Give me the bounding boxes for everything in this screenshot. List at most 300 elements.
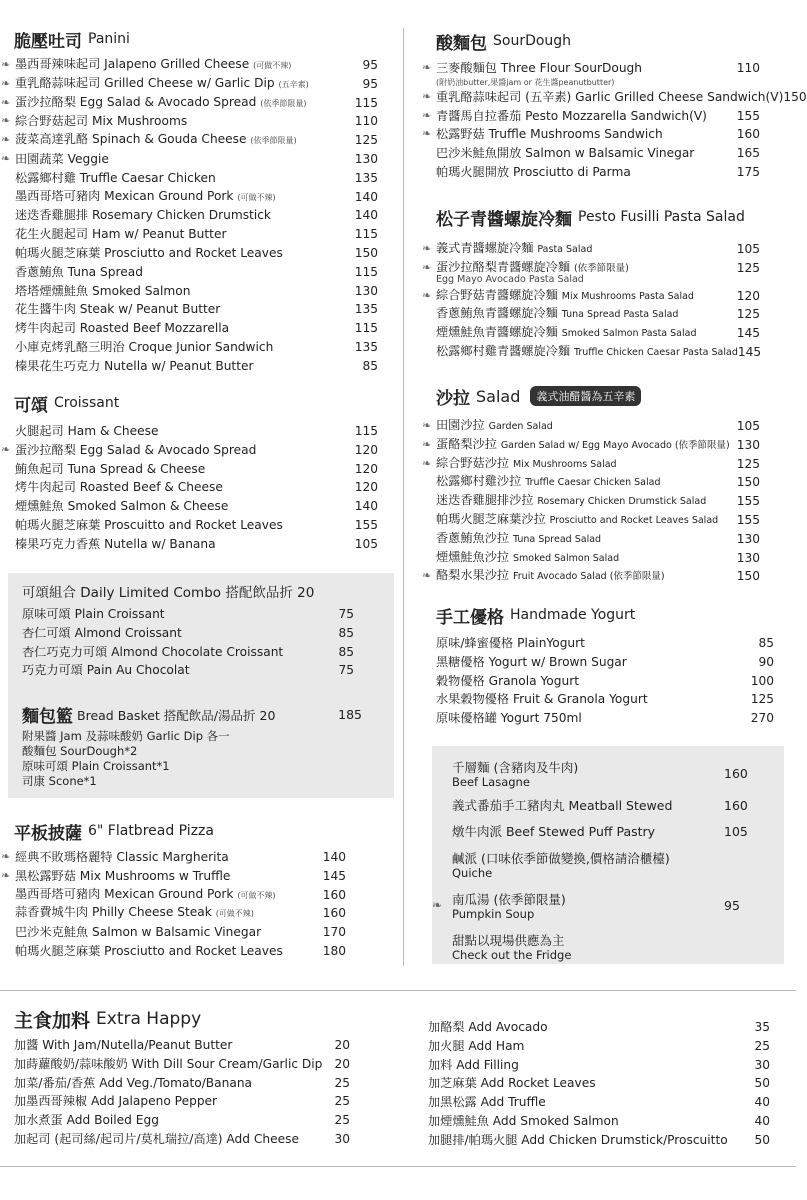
item-note: (可做不辣) — [215, 909, 254, 919]
item-english: Truffle Chicken Caesar Pasta Salad — [573, 346, 738, 358]
item-label: 帕瑪火腿芝麻葉 Prosciutto and Rocket Leaves — [15, 943, 283, 958]
menu-item — [436, 690, 774, 709]
item-name — [436, 258, 737, 279]
hot-item-name — [452, 822, 724, 840]
vegetarian-leaf-icon: ❧ — [1, 151, 11, 165]
menu-item — [428, 1037, 770, 1056]
menu-item — [1, 263, 378, 282]
item-label: 墨西哥塔可豬肉 Mexican Ground Pork — [15, 886, 234, 901]
item-name — [436, 491, 737, 512]
extra-left-list — [14, 1036, 350, 1149]
item-english: (依季節限量) — [573, 262, 629, 274]
item-label: 蛋沙拉酪梨 Egg Salad & Avocado Spread — [15, 442, 257, 457]
item-price: 145 — [737, 344, 762, 359]
item-name — [436, 144, 737, 163]
pizza-section — [1, 820, 359, 961]
menu-item — [422, 144, 760, 163]
item-note: (可做不辣) — [237, 192, 276, 202]
item-name: 加蒔蘿酸奶/蒜味酸奶 With Dill Sour Cream/Garlic Dip — [14, 1056, 323, 1071]
menu-item — [1, 497, 378, 516]
item-price: 85 — [338, 644, 354, 659]
item-price: 135 — [354, 170, 378, 185]
item-name — [15, 478, 355, 497]
vegetarian-leaf-icon: ❧ — [422, 242, 432, 255]
hot-item — [432, 926, 784, 966]
item-price: 50 — [754, 1076, 770, 1091]
hot-item-name — [452, 890, 724, 921]
hot-item — [432, 844, 784, 884]
item-label: 榛果巧克力香蕉 Nutella w/ Banana — [15, 536, 216, 551]
hot-item-note: (依季節限量) — [493, 891, 566, 907]
item-name — [436, 472, 737, 493]
sourdough-list — [422, 59, 807, 182]
item-label: 榛果花生巧克力 Nutella w/ Peanut Butter — [15, 358, 254, 373]
item-price: 30 — [334, 1131, 350, 1146]
item-price: 75 — [338, 663, 354, 678]
item-price: 140 — [322, 850, 346, 864]
vegetarian-leaf-icon: ❧ — [422, 456, 432, 470]
item-price: 115 — [354, 227, 378, 242]
item-price: 130 — [354, 283, 378, 298]
vegetarian-leaf-icon: ❧ — [422, 569, 432, 583]
vegetarian-leaf-icon: ❧ — [422, 89, 432, 103]
item-name: 水果穀物優格 Fruit & Granola Yogurt — [436, 692, 648, 707]
item-label: 煙燻鮭魚青醬螺旋冷麵 — [436, 325, 558, 340]
menu-item — [436, 634, 774, 653]
item-label: 綜合野菇起司 Mix Mushrooms — [15, 114, 188, 129]
item-price: 20 — [334, 1038, 350, 1052]
menu-item — [1, 244, 378, 263]
item-price: 160 — [322, 887, 346, 902]
item-label: 巴沙米鮭魚開放 Salmon w Balsamic Vinegar — [436, 146, 695, 161]
combo-list — [22, 605, 380, 680]
combo-box — [8, 573, 394, 798]
menu-item — [1, 150, 378, 169]
menu-item — [22, 643, 354, 662]
item-price: 135 — [354, 339, 378, 354]
menu-item — [422, 163, 760, 182]
item-name — [15, 93, 355, 114]
item-name — [15, 319, 355, 338]
menu-item — [422, 473, 760, 492]
extra-right-list — [428, 1018, 770, 1150]
menu-item — [422, 455, 760, 474]
vegetarian-leaf-icon: ❧ — [1, 850, 11, 863]
item-name — [15, 225, 355, 244]
item-price: 105 — [736, 419, 760, 433]
item-english: Pasta Salad — [537, 244, 593, 255]
menu-item — [422, 240, 760, 259]
item-price: 140 — [354, 499, 378, 514]
menu-item — [1, 282, 378, 301]
menu-item — [1, 75, 378, 94]
pesto-section — [422, 206, 774, 362]
item-note: (依季節限量) — [250, 136, 297, 146]
croissant-section — [1, 392, 391, 554]
item-price: 120 — [354, 442, 378, 457]
item-name: 原味可頌 Plain Croissant — [22, 607, 165, 621]
item-price: 180 — [322, 943, 346, 958]
item-price: 120 — [354, 480, 378, 495]
vegetarian-leaf-icon: ❧ — [422, 260, 432, 274]
hot-item-en: Pumpkin Soup — [452, 906, 535, 921]
menu-item — [14, 1092, 350, 1111]
item-name: 杏仁可頌 Almond Croissant — [22, 625, 182, 640]
item-price: 160 — [736, 127, 760, 142]
item-name — [436, 304, 737, 325]
item-price: 125 — [736, 307, 760, 322]
vegetarian-leaf-icon: ❧ — [422, 419, 432, 432]
item-label: 迷迭香雞腿排 Rosemary Chicken Drumstick — [15, 208, 271, 223]
menu-item — [22, 624, 354, 643]
item-label: 塔塔煙燻鮭魚 Smoked Salmon — [15, 283, 191, 298]
item-label: 帕瑪火腿開放 Prosciutto di Parma — [436, 164, 631, 179]
salad-badge: 義式油醋醬為五辛素 — [530, 386, 641, 406]
item-price: 125 — [354, 133, 378, 148]
item-label: 鮪魚起司 Tuna Spread & Cheese — [15, 461, 206, 476]
item-price: 120 — [354, 461, 378, 476]
item-label: 重乳酪蒜味起司 (五辛素) Garlic Grilled Cheese Sandwich(V) — [436, 89, 784, 104]
item-price: 155 — [354, 517, 378, 532]
item-name — [436, 416, 737, 437]
vegetarian-leaf-icon: ❧ — [1, 58, 11, 71]
vegetarian-leaf-icon: ❧ — [422, 437, 432, 451]
item-name — [15, 187, 355, 208]
menu-item — [14, 1111, 350, 1130]
item-name — [436, 323, 737, 344]
item-name — [436, 566, 737, 587]
hot-item — [432, 792, 784, 818]
menu-item — [428, 1112, 770, 1131]
item-price: 150 — [354, 245, 378, 260]
menu-item — [1, 300, 378, 319]
item-name: 原味優格罐 Yogurt 750ml — [436, 711, 582, 726]
panini-list — [1, 56, 378, 376]
item-name — [15, 848, 323, 867]
item-price: 135 — [354, 302, 378, 317]
menu-item — [1, 441, 378, 460]
item-name — [15, 338, 355, 357]
item-name: 加腿排/帕瑪火腿 Add Chicken Drumstick/Proscuitto — [428, 1132, 728, 1147]
item-price: 140 — [354, 208, 378, 223]
menu-item — [436, 709, 774, 728]
vegetarian-leaf-icon: ❧ — [422, 108, 432, 122]
menu-item — [1, 206, 378, 225]
item-note: (可做不辣) — [237, 890, 276, 900]
item-name — [15, 244, 355, 263]
item-price: 50 — [754, 1132, 770, 1147]
item-price: 115 — [354, 264, 378, 279]
vegetarian-leaf-icon: ❧ — [1, 133, 11, 147]
item-price: 160 — [322, 906, 346, 921]
item-name — [15, 112, 355, 131]
menu-item — [422, 549, 760, 568]
panini-title: 脆壓吐司 Panini — [14, 31, 130, 52]
vegetarian-leaf-icon: ❧ — [1, 76, 11, 90]
item-label: 烤牛肉起司 Roasted Beef & Cheese — [15, 480, 223, 495]
hot-item-zh: 南瓜湯 — [452, 891, 490, 907]
hot-item-zh: 甜點以現場供應為主 — [452, 932, 565, 948]
item-note: (五辛素) — [278, 79, 309, 89]
item-label: 田園沙拉 — [436, 418, 485, 432]
salad-section — [422, 384, 774, 586]
item-label: 烤牛肉起司 Roasted Beef Mozzarella — [15, 321, 230, 336]
menu-item — [1, 131, 378, 150]
item-price: 165 — [736, 146, 760, 161]
item-label: 火腿起司 Ham & Cheese — [15, 424, 159, 438]
item-name — [15, 867, 323, 886]
item-label: 菠菜高達乳酪 Spinach & Gouda Cheese — [15, 132, 247, 147]
item-price: 25 — [754, 1038, 770, 1053]
item-english: Smoked Salmon Salad — [513, 552, 620, 564]
item-price: 85 — [338, 625, 354, 640]
item-name: 黑糖優格 Yogurt w/ Brown Sugar — [436, 654, 627, 669]
item-label: 香蔥鮪魚 Tuna Spread — [15, 264, 143, 279]
item-label: 義式青醬螺旋冷麵 — [436, 241, 534, 255]
menu-item — [422, 107, 760, 126]
item-price: 20 — [334, 1056, 350, 1071]
item-label: 蛋沙拉酪梨 Egg Salad & Avocado Spread — [15, 94, 257, 109]
item-name — [436, 529, 737, 550]
item-note: (可做不辣) — [253, 61, 292, 70]
combo-title: 可頌組合 Daily Limited Combo 搭配飲品折 20 — [22, 585, 315, 601]
item-name — [15, 169, 355, 188]
menu-item — [422, 125, 760, 144]
item-label: 香蔥鮪魚青醬螺旋冷麵 — [436, 306, 558, 321]
bread-basket-lines: 附果醬 Jam 及蒜味酸奶 Garlic Dip 各一 酸麵包 SourDough*2 原味可頌 Plain Croissant*1 司康 Scone*1 — [22, 729, 230, 789]
hot-item — [432, 754, 784, 792]
item-name — [436, 125, 737, 144]
item-price: 155 — [736, 108, 760, 123]
item-price: 25 — [334, 1094, 350, 1109]
item-label: 蛋沙拉酪梨青醬螺旋冷麵 — [436, 259, 571, 274]
hot-food-list — [432, 746, 784, 966]
hot-item-price: 160 — [724, 797, 748, 813]
item-label: 綜合野菇青醬螺旋冷麵 — [436, 287, 558, 302]
item-label: 香蔥鮪魚沙拉 — [436, 530, 510, 545]
item-english: Mix Mushrooms Pasta Salad — [561, 290, 694, 302]
item-price: 40 — [754, 1113, 770, 1128]
item-name: 加芝麻葉 Add Rocket Leaves — [428, 1076, 596, 1091]
item-english: Rosemary Chicken Drumstick Salad — [537, 496, 707, 508]
item-price: 145 — [736, 326, 760, 341]
menu-item — [1, 357, 378, 376]
item-name — [15, 206, 355, 225]
salad-list — [422, 417, 760, 586]
menu-item — [422, 287, 760, 306]
menu-item — [428, 1018, 770, 1037]
item-price: 35 — [754, 1020, 770, 1034]
menu-item — [428, 1093, 770, 1112]
item-price: 75 — [338, 607, 354, 621]
menu-item — [422, 417, 760, 436]
item-label: 松露鄉村雞青醬螺旋冷麵 — [436, 343, 571, 358]
menu-item — [428, 1131, 770, 1150]
croissant-title: 可頌 Croissant — [14, 395, 120, 416]
menu-item — [422, 567, 760, 586]
item-price: 150 — [783, 89, 807, 104]
item-name — [15, 422, 355, 441]
hot-item-note: (含豬肉及牛肉) — [493, 759, 579, 775]
yogurt-title: 手工優格 Handmade Yogurt — [436, 607, 636, 628]
menu-item — [436, 672, 774, 691]
item-name — [15, 282, 355, 301]
vegetarian-leaf-icon: ❧ — [432, 898, 443, 912]
item-name: 加料 Add Filling — [428, 1057, 519, 1072]
item-price: 150 — [736, 569, 760, 584]
menu-item — [1, 225, 378, 244]
hot-item — [432, 884, 784, 926]
menu-item — [1, 923, 346, 942]
menu-item — [422, 492, 760, 511]
hot-item-zh: 義式番茄手工豬肉丸 Meatball Stewed — [452, 798, 673, 813]
item-name — [436, 454, 737, 475]
item-price: 25 — [334, 1113, 350, 1128]
item-price: 155 — [736, 494, 760, 509]
croissant-list — [1, 422, 378, 554]
item-label: 綜合野菇沙拉 — [436, 455, 510, 470]
menu-item — [422, 343, 760, 362]
item-name — [15, 130, 355, 151]
hot-item-note: (口味依季節做變換,價格請洽櫃檯) — [481, 850, 670, 866]
item-name — [15, 357, 362, 376]
hot-item-name — [452, 849, 724, 880]
column-divider — [403, 28, 404, 966]
item-name: 加酪梨 Add Avocado — [428, 1020, 548, 1034]
item-price: 40 — [754, 1095, 770, 1110]
menu-item — [1, 942, 346, 961]
hot-item-zh-line — [452, 822, 724, 840]
menu-item — [428, 1056, 770, 1075]
hot-item-zh-line — [452, 890, 724, 908]
item-label: 煙燻鮭魚沙拉 — [436, 549, 510, 564]
vegetarian-leaf-icon: ❧ — [422, 127, 432, 141]
item-label: 墨西哥辣味起司 Jalapeno Grilled Cheese — [15, 57, 250, 71]
pizza-title: 平板披薩 6" Flatbread Pizza — [14, 823, 214, 844]
item-name: 原味/蜂蜜優格 PlainYogurt — [436, 636, 585, 650]
item-english: Garden Salad — [488, 421, 553, 432]
menu-item — [1, 422, 378, 441]
menu-item — [422, 305, 760, 324]
panini-section — [1, 28, 391, 376]
item-price: 115 — [354, 424, 378, 438]
hot-food-box — [432, 746, 784, 964]
bread-basket-title: 麵包籃 Bread Basket 搭配飲品/湯品折 20 185 — [22, 707, 362, 728]
item-name — [436, 510, 737, 531]
item-name — [15, 923, 323, 942]
item-english: Garden Salad w/ Egg Mayo Avocado (依季節限量) — [500, 439, 730, 451]
section-divider — [0, 990, 796, 991]
item-name — [436, 59, 737, 78]
menu-item — [422, 436, 760, 455]
vegetarian-leaf-icon: ❧ — [1, 114, 11, 128]
menu-item — [1, 319, 378, 338]
hot-item-zh-line — [452, 849, 724, 867]
item-label: 田園蔬菜 Veggie — [15, 151, 109, 166]
item-price: 175 — [736, 164, 760, 179]
menu-item — [422, 511, 760, 530]
hot-item-zh-line — [452, 931, 724, 949]
menu-item — [1, 886, 346, 905]
menu-item — [422, 59, 760, 78]
item-english: Tuna Spread Pasta Salad — [561, 309, 679, 321]
item-price: 130 — [736, 531, 760, 546]
item-price: 105 — [354, 536, 378, 551]
item-name: 杏仁巧克力可頌 Almond Chocolate Croissant — [22, 644, 284, 659]
menu-item — [1, 516, 378, 535]
item-price: 270 — [750, 711, 774, 726]
item-price: 125 — [736, 456, 760, 471]
item-label: 青醬馬自拉番茄 Pesto Mozzarella Sandwich(V) — [436, 108, 707, 123]
menu-item — [1, 338, 378, 357]
item-label: 帕瑪火腿芝麻葉 Proscuitto and Rocket Leaves — [15, 517, 283, 532]
yogurt-list — [436, 634, 774, 728]
hot-item-name — [452, 758, 724, 789]
item-subnote: Egg Mayo Avocado Pasta Salad — [436, 273, 584, 285]
item-english: Fruit Avocado Salad (依季節限量) — [513, 571, 665, 583]
hot-item-zh: 鹹派 — [452, 850, 478, 866]
extra-title: 主食加料 Extra Happy — [14, 1009, 202, 1032]
hot-item-en: Beef Lasagne — [452, 774, 530, 789]
item-name — [15, 55, 362, 76]
menu-item — [1, 460, 378, 479]
item-price: 25 — [334, 1075, 350, 1090]
item-price: 140 — [354, 189, 378, 204]
item-name — [15, 460, 355, 479]
item-english: Smoked Salmon Pasta Salad — [561, 328, 697, 340]
menu-item — [436, 653, 774, 672]
item-subnote: (附奶油butter,果醬jam or 花生醬peanutbutter) — [436, 77, 615, 87]
item-name — [15, 903, 323, 924]
item-price: 145 — [322, 868, 346, 883]
pesto-title: 松子青醬螺旋冷麵 Pesto Fusilli Pasta Salad — [436, 209, 745, 230]
item-price: 125 — [750, 692, 774, 707]
item-price: 115 — [354, 321, 378, 336]
item-price: 130 — [354, 151, 378, 166]
item-name — [15, 535, 355, 554]
menu-item — [422, 530, 760, 549]
menu-item — [1, 112, 378, 131]
menu-item — [1, 478, 378, 497]
item-name: 加水煮蛋 Add Boiled Egg — [14, 1113, 159, 1128]
item-price: 120 — [736, 288, 760, 303]
item-name: 加火腿 Add Ham — [428, 1038, 525, 1053]
item-name: 加醬 With Jam/Nutella/Peanut Butter — [14, 1038, 233, 1052]
item-price: 90 — [758, 654, 774, 669]
item-label: 煙燻鮭魚 Smoked Salmon & Cheese — [15, 499, 229, 514]
menu-item — [1, 56, 378, 75]
item-label: 墨西哥塔可豬肉 Mexican Ground Pork — [15, 188, 234, 203]
hot-item-price: 105 — [724, 823, 748, 839]
item-name — [436, 163, 737, 182]
item-name — [15, 441, 355, 460]
vegetarian-leaf-icon: ❧ — [1, 868, 11, 882]
item-name — [15, 516, 355, 535]
item-price: 100 — [750, 673, 774, 688]
menu-item — [428, 1074, 770, 1093]
item-price: 155 — [736, 512, 760, 527]
item-name: 加菜/番茄/香蕉 Add Veg./Tomato/Banana — [14, 1075, 253, 1090]
menu-item — [1, 535, 378, 554]
item-name — [436, 435, 737, 456]
item-name — [436, 342, 738, 363]
item-label: 帕瑪火腿芝麻葉沙拉 — [436, 511, 546, 526]
menu-item — [422, 324, 760, 343]
sourdough-title: 酸麵包 SourDough — [436, 33, 572, 54]
item-name — [15, 263, 355, 282]
item-price: 85 — [758, 636, 774, 650]
item-name — [15, 497, 355, 516]
